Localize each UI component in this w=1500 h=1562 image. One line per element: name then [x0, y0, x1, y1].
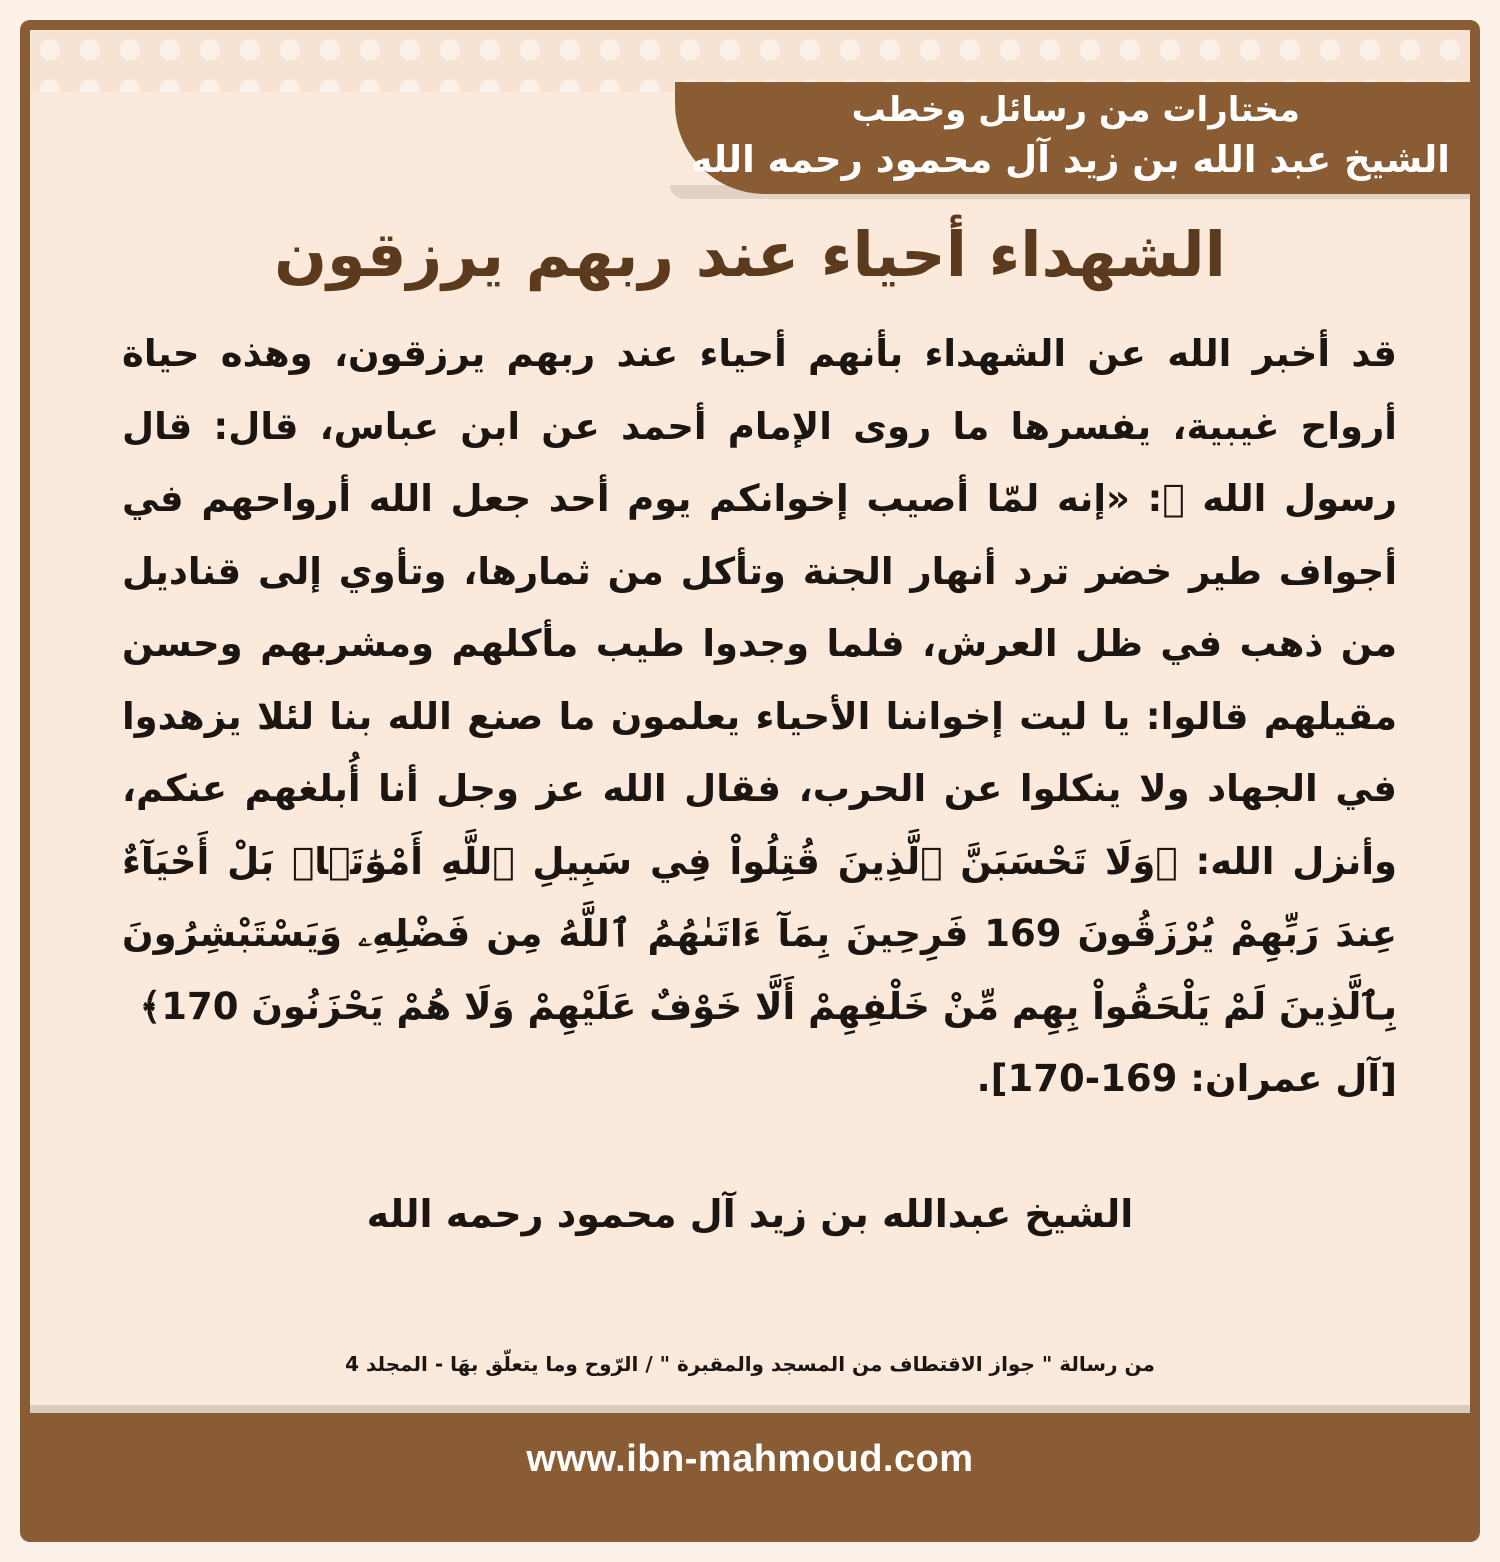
- footer-divider: [30, 1405, 1470, 1413]
- quran-reference: [آل عمران: 169-170].: [976, 1057, 1397, 1100]
- card-frame: [20, 20, 1480, 1542]
- article-body: [122, 318, 1397, 1116]
- article-paragraph: قد أخبر الله عن الشهداء بأنهم أحياء عند ربهم يرزقون، وهذه حياة أرواح غيبية، يفسرها ما روى الإمام أحمد عن ابن عباس، قال: قال رسول الله ﷺ: «إنه لمّا أصيب إخوانكم يوم أحد جعل الله أرواحهم في أجواف طير خضر ترد أنهار الجنة وتأكل من ثمارها، وتأوي إلى قناديل من ذهب في ظل العرش، فلما وجدوا طيب مأكلهم ومشربهم وحسن مقيلهم قالوا: يا ليت إخواننا الأحياء يعلمون ما صنع الله بنا لئلا يزهدوا في الجهاد ولا ينكلوا عن الحرب، فقال الله عز وجل أنا أُبلغهم عنكم، وأنزل الله: ﴿وَلَا تَحْسَبَنَّ ٱلَّذِينَ قُتِلُواْ فِي سَبِيلِ ٱللَّهِ أَمْوَٰتَۢاۚ بَلْ أَحْيَآءٌ عِندَ رَبِّهِمْ يُرْزَقُونَ 169 فَرِحِينَ بِمَآ ءَاتَىٰهُمُ ٱللَّهُ مِن فَضْلِهِۦ وَيَسْتَبْشِرُونَ بِٱلَّذِينَ لَمْ يَلْحَقُواْ بِهِم مِّنْ خَلْفِهِمْ أَلَّا خَوْفٌ عَلَيْهِمْ وَلَا هُمْ يَحْزَنُونَ 170﴾: [122, 332, 1397, 1028]
- author-signature: الشيخ عبدالله بن زيد آل محمود رحمه الله: [366, 1192, 1134, 1236]
- website-url: www.ibn-mahmoud.com: [526, 1438, 974, 1480]
- content-panel: [30, 30, 1470, 1405]
- article-title: الشهداء أحياء عند ربهم يرزقون: [274, 218, 1226, 291]
- source-citation: من رسالة " جواز الاقتطاف من المسجد والمقبرة " / الرّوح وما يتعلّق بهَا - المجلد 4: [345, 1352, 1155, 1376]
- author-header: الشيخ عبد الله بن زيد آل محمود رحمه الله: [690, 138, 1450, 181]
- series-title: مختارات من رسائل وخطب: [851, 90, 1300, 130]
